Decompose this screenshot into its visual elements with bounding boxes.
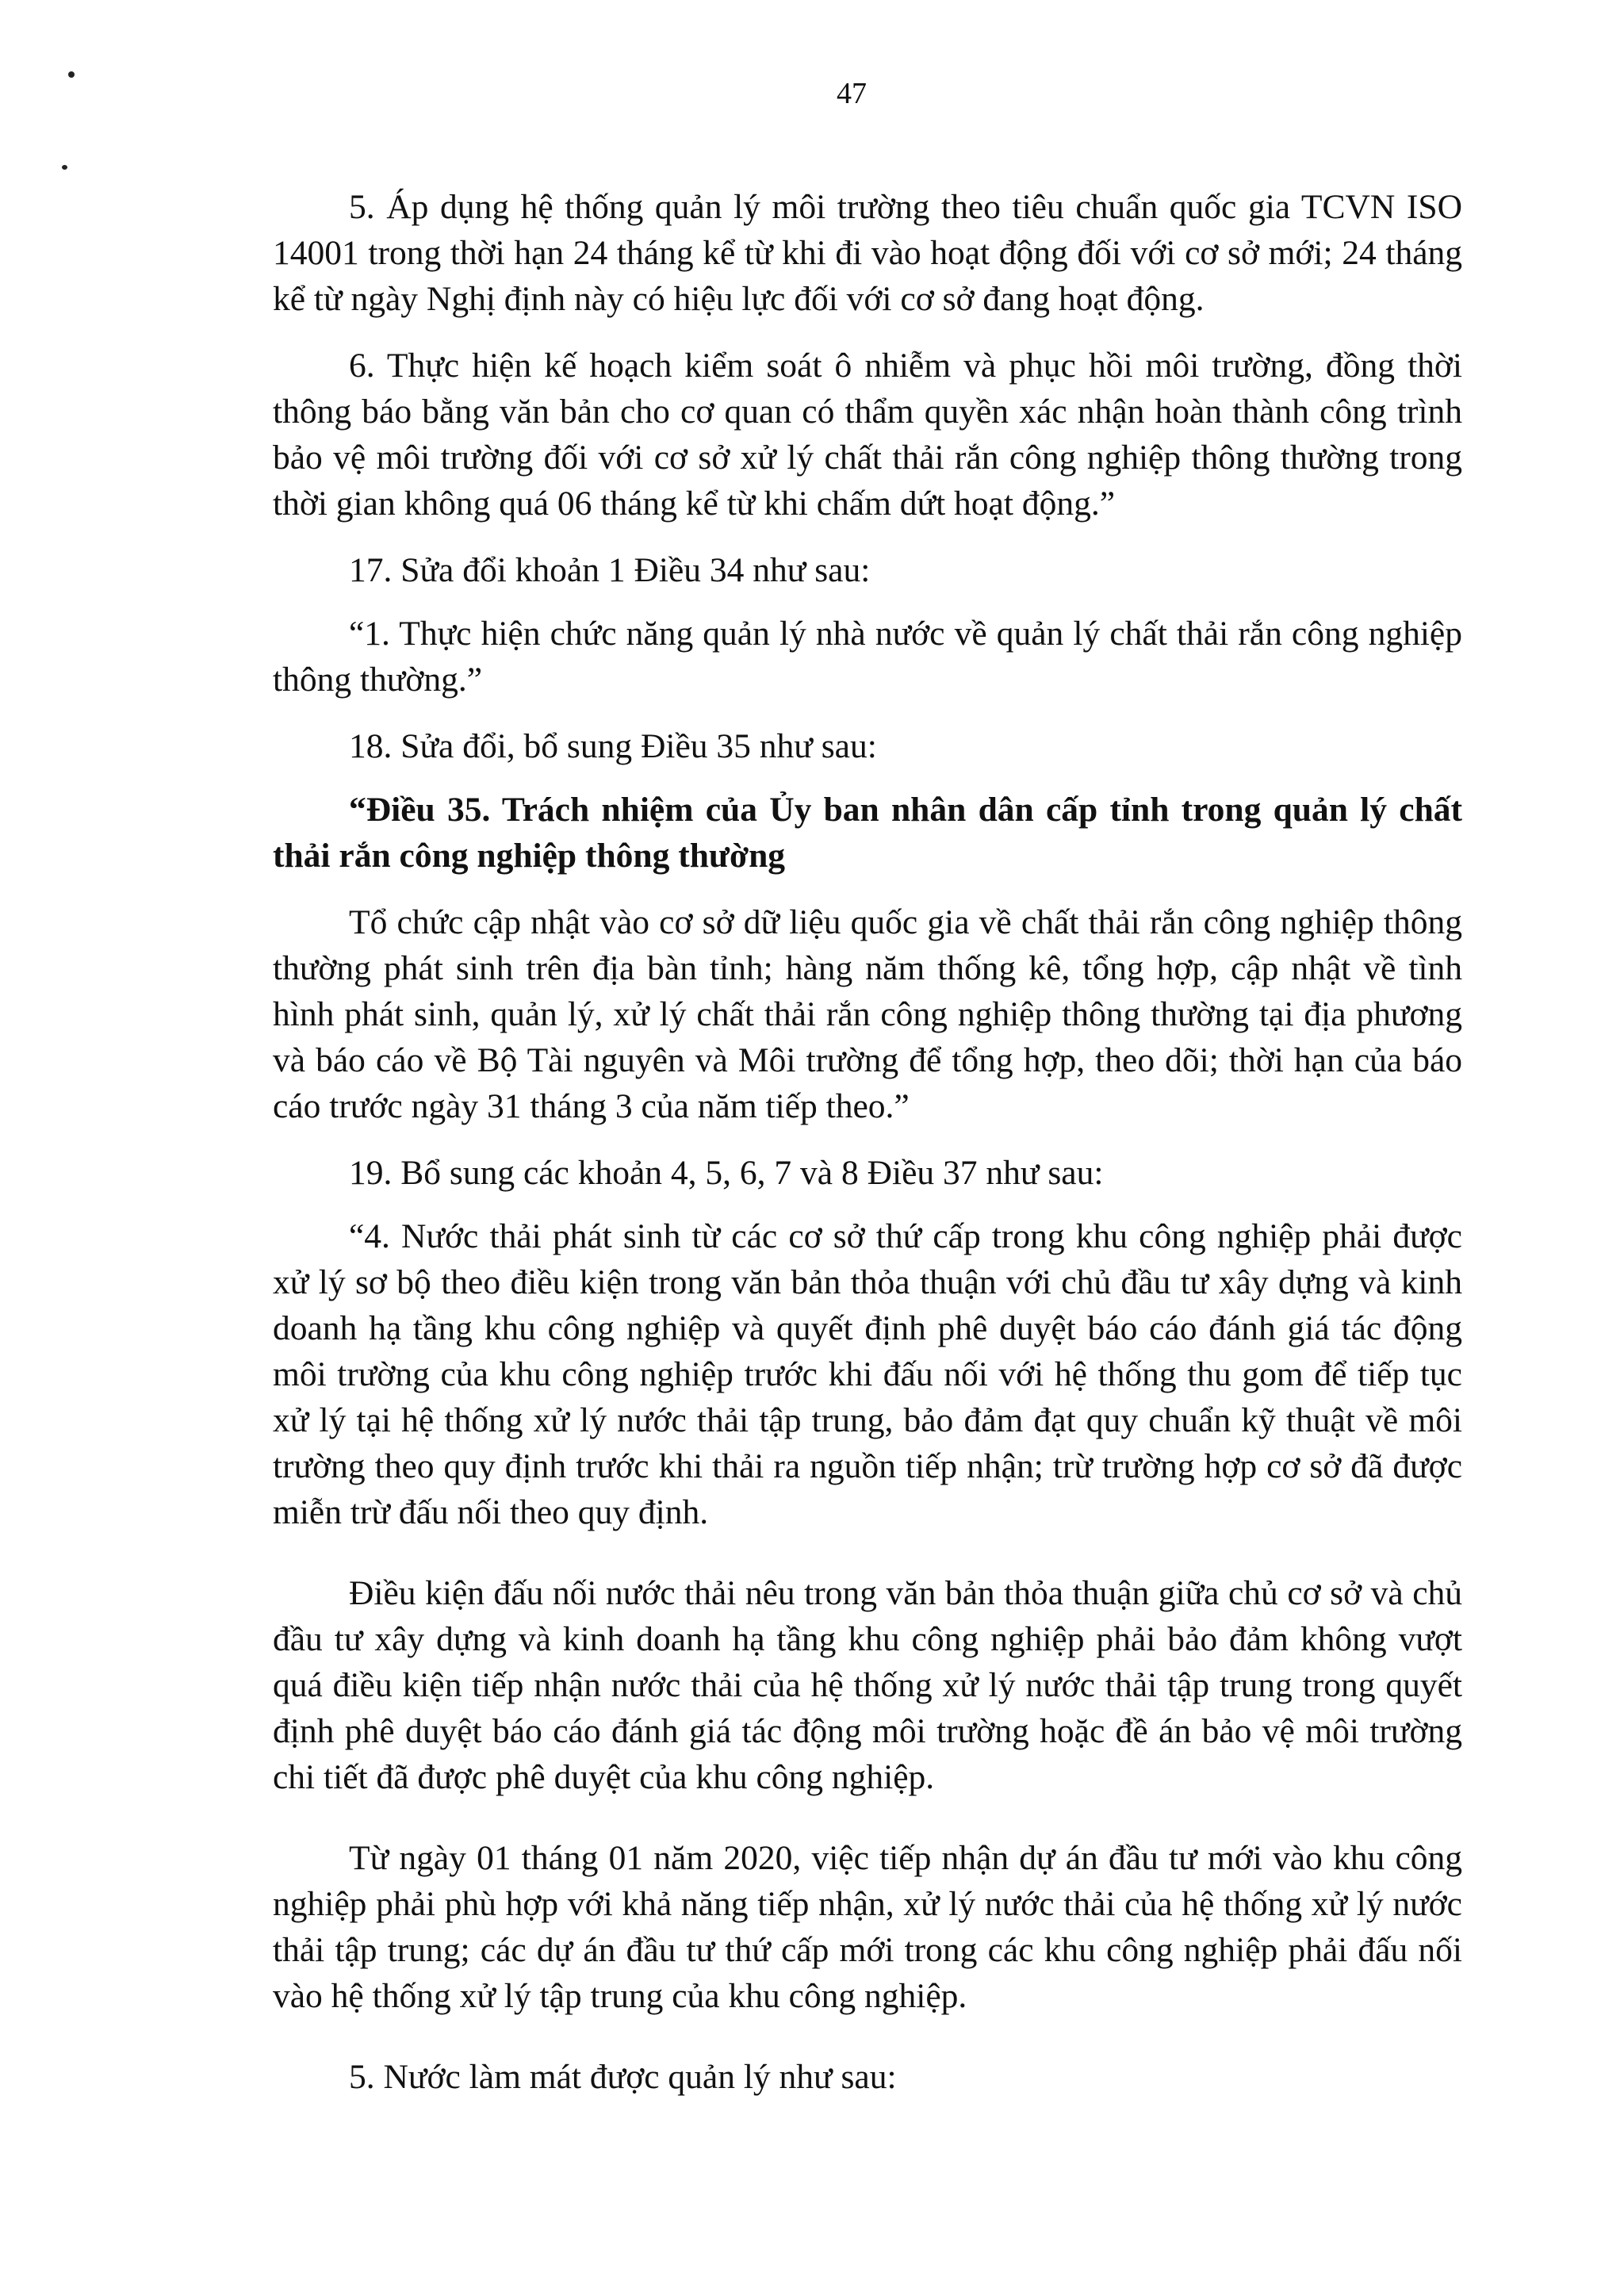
paragraph-item-6: 6. Thực hiện kế hoạch kiểm soát ô nhiễm và phục hồi môi trường, đồng thời thông báo bằng văn bản cho cơ quan có thẩm quyền xác nhận hoàn thành công trình bảo vệ môi trường đối với cơ sở xử lý chất thải rắn công nghiệp thông thường trong thời gian không quá 06 tháng kể từ khi chấm dứt hoạt động.” [273, 347, 1462, 523]
document-body [273, 184, 1462, 2121]
paragraph-connection-conditions: Điều kiện đấu nối nước thải nêu trong văn bản thỏa thuận giữa chủ cơ sở và chủ đầu tư xây dựng và kinh doanh hạ tầng khu công nghiệp phải bảo đảm không vượt quá điều kiện tiếp nhận nước thải của hệ thống xử lý nước thải tập trung trong quyết định phê duyệt báo cáo đánh giá tác động môi trường hoặc đề án bảo vệ môi trường chi tiết đã được phê duyệt của khu công nghiệp. [273, 1574, 1462, 1796]
page-number: 47 [837, 77, 867, 110]
paragraph-article-35-body: Tổ chức cập nhật vào cơ sở dữ liệu quốc gia về chất thải rắn công nghiệp thông thường phát sinh trên địa bàn tỉnh; hàng năm thống kê, tổng hợp, cập nhật về tình hình phát sinh, quản lý, xử lý chất thải rắn công nghiệp thông thường tại địa phương và báo cáo về Bộ Tài nguyên và Môi trường để tổng hợp, theo dõi; thời hạn của báo cáo trước ngày 31 tháng 3 của năm tiếp theo.” [273, 903, 1462, 1125]
paragraph-quote-1: “1. Thực hiện chức năng quản lý nhà nước về quản lý chất thải rắn công nghiệp thông thường.” [273, 615, 1462, 699]
paragraph-amendment-19: 19. Bổ sung các khoản 4, 5, 6, 7 và 8 Điều 37 như sau: [349, 1154, 1104, 1192]
paragraph-amendment-17: 17. Sửa đổi khoản 1 Điều 34 như sau: [349, 551, 871, 589]
paragraph-item-5-cooling-water: 5. Nước làm mát được quản lý như sau: [349, 2058, 897, 2096]
scan-speck [62, 165, 67, 170]
paragraph-amendment-18: 18. Sửa đổi, bổ sung Điều 35 như sau: [349, 727, 877, 765]
paragraph-from-2020: Từ ngày 01 tháng 01 năm 2020, việc tiếp nhận dự án đầu tư mới vào khu công nghiệp phải phù hợp với khả năng tiếp nhận, xử lý nước thải của hệ thống xử lý nước thải tập trung; các dự án đầu tư thứ cấp mới trong các khu công nghiệp phải đấu nối vào hệ thống xử lý tập trung của khu công nghiệp. [273, 1839, 1462, 2015]
paragraph-item-5: 5. Áp dụng hệ thống quản lý môi trường theo tiêu chuẩn quốc gia TCVN ISO 14001 trong thời hạn 24 tháng kể từ khi đi vào hoạt động đối với cơ sở mới; 24 tháng kể từ ngày Nghị định này có hiệu lực đối với cơ sở đang hoạt động. [273, 188, 1462, 318]
paragraph-quote-4: “4. Nước thải phát sinh từ các cơ sở thứ cấp trong khu công nghiệp phải được xử lý sơ bộ theo điều kiện trong văn bản thỏa thuận với chủ đầu tư xây dựng và kinh doanh hạ tầng khu công nghiệp và quyết định phê duyệt báo cáo đánh giá tác động môi trường của khu công nghiệp trước khi đấu nối với hệ thống thu gom để tiếp tục xử lý tại hệ thống xử lý nước thải tập trung, bảo đảm đạt quy chuẩn kỹ thuật về môi trường theo quy định trước khi thải ra nguồn tiếp nhận; trừ trường hợp cơ sở đã được miễn trừ đấu nối theo quy định. [273, 1217, 1462, 1531]
article-35-heading: “Điều 35. Trách nhiệm của Ủy ban nhân dân cấp tỉnh trong quản lý chất thải rắn công nghiệp thông thường [273, 791, 1462, 875]
